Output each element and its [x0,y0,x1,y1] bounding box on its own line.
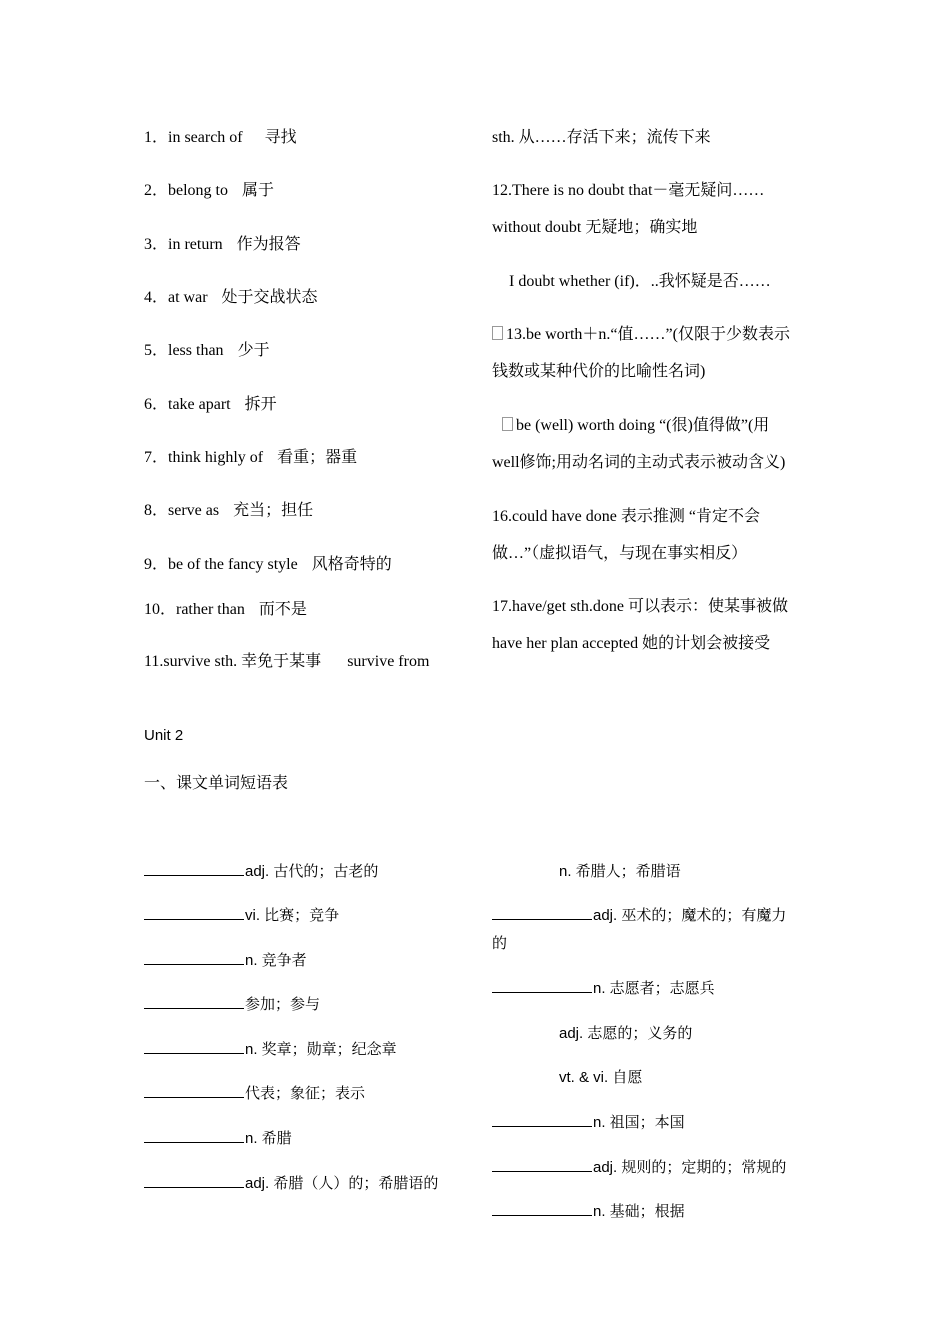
vocab-def: 代表；象征；表示 [245,1085,366,1102]
phrase-en: 8．serve as [144,502,220,519]
unit-title: Unit 2 [144,727,184,744]
fill-blank[interactable] [492,1112,592,1127]
phrase-13-line-3 [502,412,769,435]
phrase-17-line-2: have her plan accepted 她的计划会被接受 [492,635,771,652]
vocab-item [144,1172,438,1193]
vocab-def: n. 希腊人；希腊语 [559,863,681,880]
phrase-zh: 充当；担任 [233,502,314,519]
vocab-item [144,949,307,970]
fill-blank[interactable] [492,978,592,993]
vocab-item [492,1111,685,1132]
vocab-def: adj. 志愿的；义务的 [559,1025,693,1042]
phrase-6 [144,391,277,414]
vocab-def: n. 奖章；勋章；纪念章 [245,1041,397,1058]
fill-blank[interactable] [144,1128,244,1143]
vocab-item [144,1082,365,1103]
phrase-12-line-3: I doubt whether (if)．..我怀疑是否…… [509,273,771,290]
vocab-def: adj. 古代的；古老的 [245,863,379,880]
phrase-en: 9．be of the fancy style [144,556,298,573]
phrase-zh: 拆开 [244,396,277,413]
fill-blank[interactable] [144,994,244,1009]
fill-blank[interactable] [144,950,244,965]
phrase-17-line-1: 17.have/get sth.done 可以表示：使某事被做 [492,598,788,615]
phrase-10 [144,596,307,619]
vocab-item [144,1038,397,1059]
fill-blank[interactable] [144,1039,244,1054]
vocab-item [144,904,339,925]
phrase-13-text: 13.be worth＋n.“值……”(仅限于少数表示 [506,326,790,343]
phrase-11-continued: sth. 从……存活下来；流传下来 [492,129,711,146]
fill-blank[interactable] [144,1083,244,1098]
vocab-item [492,977,715,998]
phrase-12-line-2: without doubt 无疑地；确实地 [492,219,698,236]
phrase-5 [144,337,270,360]
vocab-item [492,1200,685,1221]
phrase-1 [144,124,297,147]
phrase-en: 5．less than [144,342,224,359]
vocab-item [144,993,320,1014]
phrase-13-line-2: 钱数或某种代价的比喻性名词) [492,363,706,380]
phrase-zh: 处于交战状态 [221,289,318,306]
vocab-def-cont: 的 [492,935,508,952]
phrase-zh: 少于 [237,342,270,359]
phrase-en: 7．think highly of [144,449,264,466]
phrase-zh: 看重；器重 [277,449,358,466]
fill-blank[interactable] [492,1201,592,1216]
phrase-16-line-2: 做…”（虚拟语气，与现在事实相反） [492,545,748,562]
phrase-en: 10．rather than [144,601,245,618]
fill-blank[interactable] [144,861,244,876]
phrase-zh: 寻找 [264,129,297,146]
vocab-def: 参加；参与 [245,996,321,1013]
fill-blank[interactable] [144,1173,244,1188]
vocab-item [144,1127,292,1148]
checkbox-glyph-icon [502,417,513,431]
phrase-3 [144,231,301,254]
vocab-def: n. 希腊 [245,1130,292,1147]
phrase-zh: 而不是 [258,601,307,618]
vocab-def: n. 竞争者 [245,952,307,969]
phrase-7 [144,444,357,467]
fill-blank[interactable] [492,905,592,920]
vocab-def: vi. 比赛；竞争 [245,907,340,924]
phrase-11 [144,648,458,671]
phrase-zh: 风格奇特的 [311,556,392,573]
phrase-13-line-1 [492,321,790,344]
phrase-4 [144,284,318,307]
vocab-def: n. 志愿者；志愿兵 [593,980,715,997]
phrase-13-text: be (well) worth doing “(很)值得做”(用 [516,417,770,434]
section-title: 一、课文单词短语表 [144,775,289,792]
fill-blank[interactable] [144,905,244,920]
phrase-zh: 属于 [242,182,275,199]
phrase-en: 4．at war [144,289,208,306]
phrase-en: 1．in search of [144,129,243,146]
phrase-en: 11.survive sth. 幸免于某事 [144,653,322,670]
phrase-zh: survive from [347,653,430,670]
vocab-item [492,904,786,925]
vocab-def: n. 基础；根据 [593,1203,685,1220]
vocab-def: adj. 巫术的；魔术的；有魔力 [593,907,787,924]
vocab-item [144,860,378,881]
checkbox-glyph-icon [492,326,503,340]
phrase-16-line-1: 16.could have done 表示推测 “肯定不会 [492,508,760,525]
phrase-en: 3．in return [144,236,223,253]
phrase-9 [144,551,392,574]
vocab-item [492,1156,786,1177]
phrase-zh: 作为报答 [236,236,301,253]
phrase-en: 6．take apart [144,396,231,413]
fill-blank[interactable] [492,1157,592,1172]
vocab-def: adj. 规则的；定期的；常规的 [593,1159,787,1176]
phrase-2 [144,177,274,200]
phrase-en: 2．belong to [144,182,228,199]
phrase-8 [144,497,313,520]
vocab-def: adj. 希腊（人）的；希腊语的 [245,1175,439,1192]
phrase-13-line-4: well修饰;用动名词的主动式表示被动含义) [492,454,786,471]
vocab-def: n. 祖国；本国 [593,1114,685,1131]
phrase-12-line-1: 12.There is no doubt that－毫无疑问…… [492,182,765,199]
vocab-def: vt. & vi. 自愿 [559,1069,643,1086]
